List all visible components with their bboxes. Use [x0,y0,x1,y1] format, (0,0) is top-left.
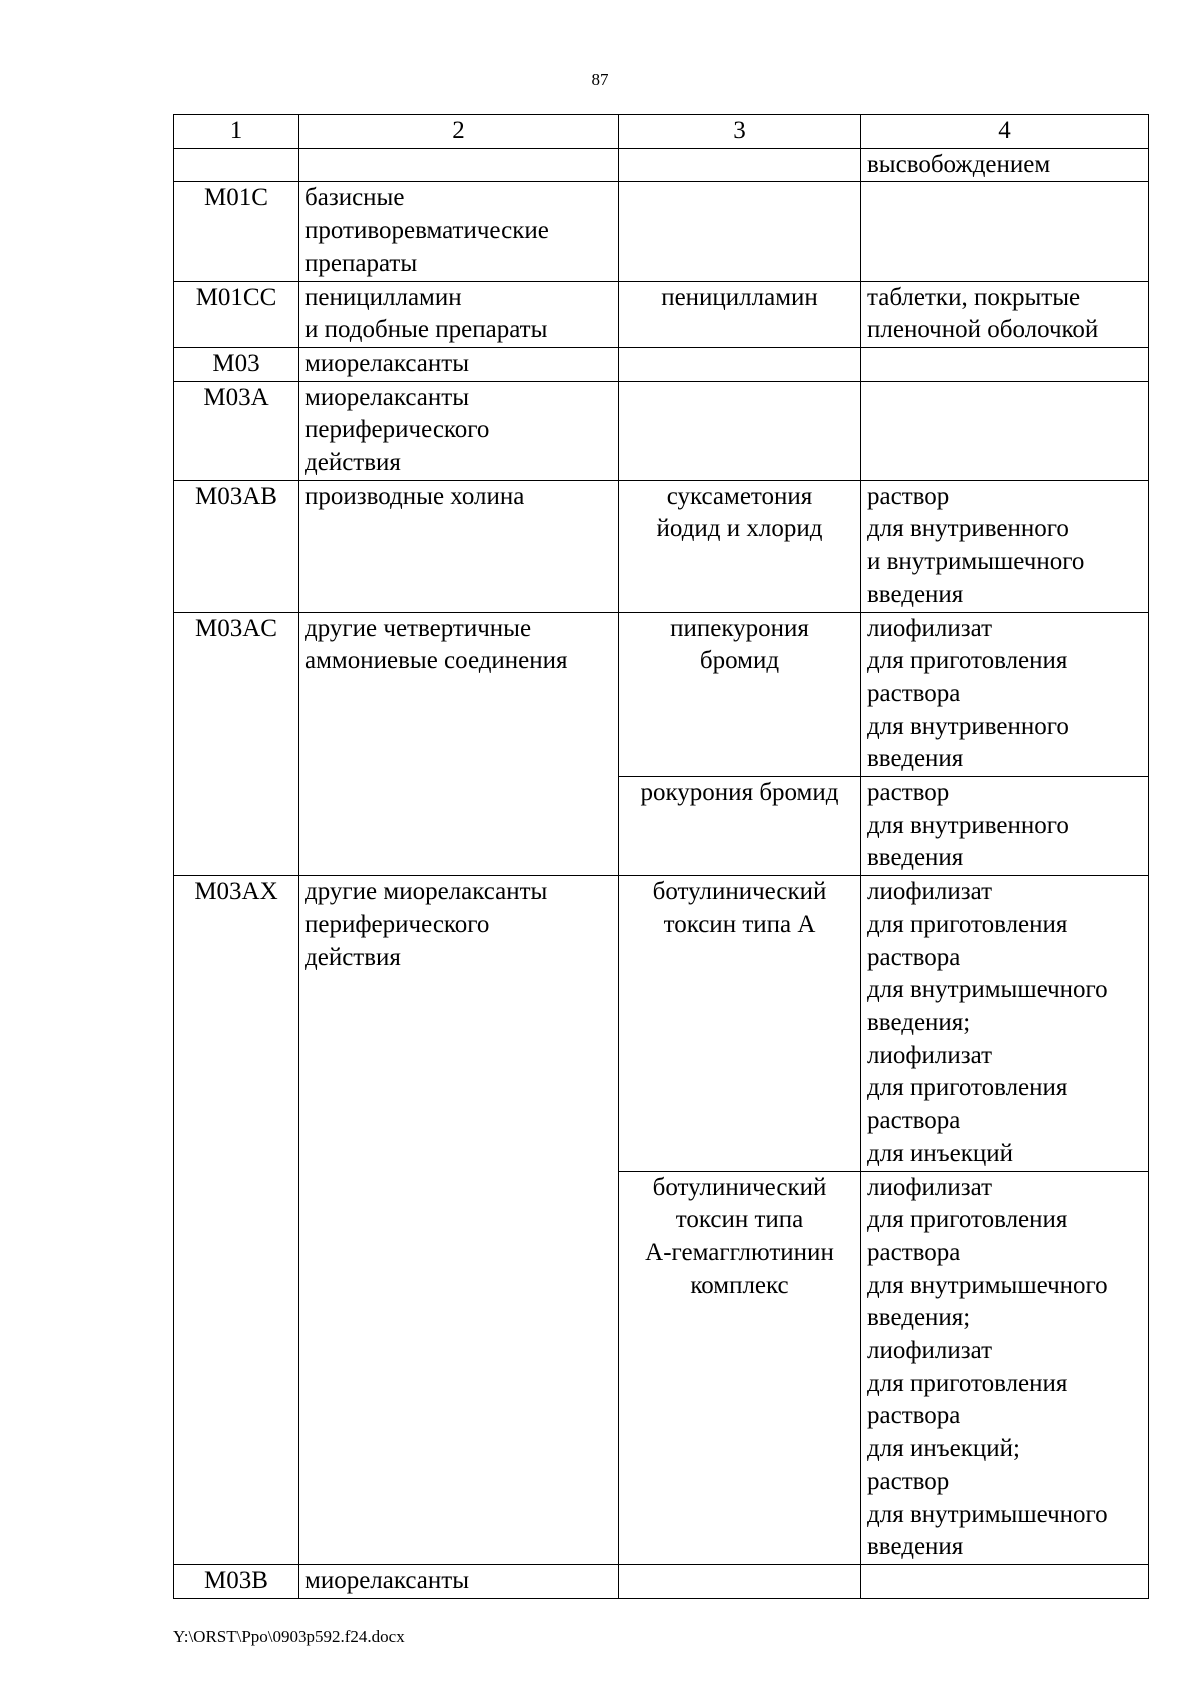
table-row [174,182,1149,281]
page-number: 87 [591,70,609,89]
dosage-form-cell-line: раствора [867,1402,961,1430]
dosage-form-cell-line: для приготовления [867,1074,1068,1102]
dosage-form-cell-line: пленочной оболочкой [867,316,1099,344]
dosage-form-cell [861,148,1149,182]
drug-name-cell [619,777,861,876]
dosage-form-cell-line: лиофилизат [867,1173,993,1201]
table-row [174,347,1149,381]
dosage-form-cell-line: для внутривенного [867,811,1069,839]
dosage-form-cell-line: раствора [867,1238,961,1266]
drug-name-cell-line: рокурония бромид [640,779,839,807]
dosage-form-cell-line: введения; [867,1008,971,1036]
group-name-cell [299,480,619,612]
drug-name-cell-line: пеницилламин [661,283,818,311]
dosage-form-cell-line: лиофилизат [867,1337,993,1365]
dosage-form-cell-line: для инъекций; [867,1435,1020,1463]
dosage-form-cell-line: для приготовления [867,1369,1068,1397]
drug-name-cell [619,1171,861,1564]
footer-file-path: Y:\ORST\Ppo\0903p592.f24.docx [173,1627,405,1646]
table-row [174,281,1149,347]
atc-code-cell-text: M03AX [194,878,278,906]
group-name-cell-line: производные холина [305,482,525,510]
atc-code-cell-text: M01C [204,184,268,212]
drug-name-cell [619,876,861,1171]
drug-name-cell [619,182,861,281]
table-header-row [174,115,1149,149]
drug-name-cell-line: суксаметония [666,482,813,510]
group-name-cell-line: противоревматические [305,217,549,245]
atc-code-cell [174,347,299,381]
group-name-cell-line: другие миорелаксанты [305,878,548,906]
dosage-form-cell-line: раствор [867,482,950,510]
header-col-4: 4 [861,115,1149,149]
drug-name-cell [619,381,861,480]
group-name-cell-line: действия [305,943,401,971]
dosage-form-cell-line: для приготовления [867,647,1068,675]
header-col-2: 2 [299,115,619,149]
atc-code-cell [174,182,299,281]
dosage-form-cell [861,480,1149,612]
atc-code-cell-text: M03B [204,1566,268,1594]
dosage-form-cell [861,281,1149,347]
group-name-cell-line: аммониевые соединения [305,647,568,675]
dosage-form-cell-line: лиофилизат [867,614,993,642]
dosage-form-cell-line: раствора [867,943,961,971]
atc-code-cell [174,876,299,1565]
dosage-form-cell-line: для внутривенного [867,712,1069,740]
dosage-form-cell-line: введения; [867,1304,971,1332]
drug-name-cell-line: ботулинический [652,1173,827,1201]
dosage-form-cell [861,182,1149,281]
group-name-cell-line: миорелаксанты [305,383,469,411]
group-name-cell-line: миорелаксанты [305,349,469,377]
table-row [174,381,1149,480]
group-name-cell-line: базисные [305,184,405,212]
drug-name-cell-line: ботулинический [652,878,827,906]
header-col-1: 1 [174,115,299,149]
drug-name-cell-line: пипекурония [670,614,809,642]
drug-name-cell-line: токсин типа [675,1206,804,1234]
drug-name-cell-line: токсин типа А [663,910,816,938]
atc-code-cell [174,480,299,612]
dosage-form-cell-line: для внутривенного [867,515,1069,543]
table-row [174,876,1149,1171]
drug-name-cell [619,480,861,612]
drug-name-cell [619,281,861,347]
group-name-cell-line: миорелаксанты [305,1566,469,1594]
group-name-cell [299,381,619,480]
table-row [174,148,1149,182]
dosage-form-cell-line: раствора [867,679,961,707]
group-name-cell [299,148,619,182]
dosage-form-cell [861,381,1149,480]
dosage-form-cell [861,876,1149,1171]
atc-code-cell [174,1564,299,1598]
atc-code-cell [174,148,299,182]
drug-name-cell [619,612,861,777]
dosage-form-cell-line: введения [867,844,964,872]
table-row [174,1564,1149,1598]
atc-code-cell-text: M03AC [195,614,277,642]
atc-code-cell-text: M01CC [195,283,277,311]
group-name-cell [299,347,619,381]
drug-name-cell [619,148,861,182]
dosage-form-cell-line: раствор [867,1467,950,1495]
dosage-form-cell-line: для приготовления [867,1206,1068,1234]
dosage-form-cell-line: лиофилизат [867,1041,993,1069]
group-name-cell-line: пеницилламин [305,283,462,311]
dosage-form-cell-line: введения [867,580,964,608]
dosage-form-cell-line: лиофилизат [867,878,993,906]
dosage-form-cell-line: для внутримышечного [867,1271,1108,1299]
atc-code-cell-text: M03 [212,349,260,377]
group-name-cell [299,612,619,876]
dosage-form-cell [861,347,1149,381]
group-name-cell-line: периферического [305,416,490,444]
group-name-cell-line: периферического [305,910,490,938]
group-name-cell-line: другие четвертичные [305,614,532,642]
group-name-cell [299,876,619,1565]
dosage-form-cell-line: для внутримышечного [867,976,1108,1004]
medication-table [173,114,1149,1599]
drug-name-cell [619,1564,861,1598]
drug-name-cell [619,347,861,381]
dosage-form-cell-line: введения [867,1533,964,1561]
table-row [174,612,1149,777]
drug-name-cell-line: А-гемагглютинин [645,1238,834,1266]
drug-name-cell-line: комплекс [690,1271,789,1299]
dosage-form-cell-line: таблетки, покрытые [867,283,1081,311]
dosage-form-cell-line: и внутримышечного [867,548,1085,576]
group-name-cell-line: действия [305,449,401,477]
dosage-form-cell [861,1171,1149,1564]
dosage-form-cell [861,612,1149,777]
dosage-form-cell-line: введения [867,745,964,773]
atc-code-cell [174,381,299,480]
group-name-cell [299,1564,619,1598]
table-row [174,480,1149,612]
header-col-3: 3 [619,115,861,149]
dosage-form-cell-line: раствор [867,779,950,807]
dosage-form-cell [861,1564,1149,1598]
atc-code-cell-text: M03A [203,383,269,411]
dosage-form-cell-line: высвобождением [867,150,1051,178]
drug-name-cell-line: бромид [699,647,780,675]
group-name-cell [299,281,619,347]
group-name-cell-line: препараты [305,249,418,277]
atc-code-cell [174,281,299,347]
dosage-form-cell-line: для внутримышечного [867,1500,1108,1528]
dosage-form-cell [861,777,1149,876]
atc-code-cell-text: M03AB [195,482,277,510]
dosage-form-cell-line: для приготовления [867,910,1068,938]
group-name-cell-line: и подобные препараты [305,316,548,344]
dosage-form-cell-line: для инъекций [867,1139,1014,1167]
group-name-cell [299,182,619,281]
drug-name-cell-line: йодид и хлорид [656,515,823,543]
atc-code-cell [174,612,299,876]
dosage-form-cell-line: раствора [867,1107,961,1135]
